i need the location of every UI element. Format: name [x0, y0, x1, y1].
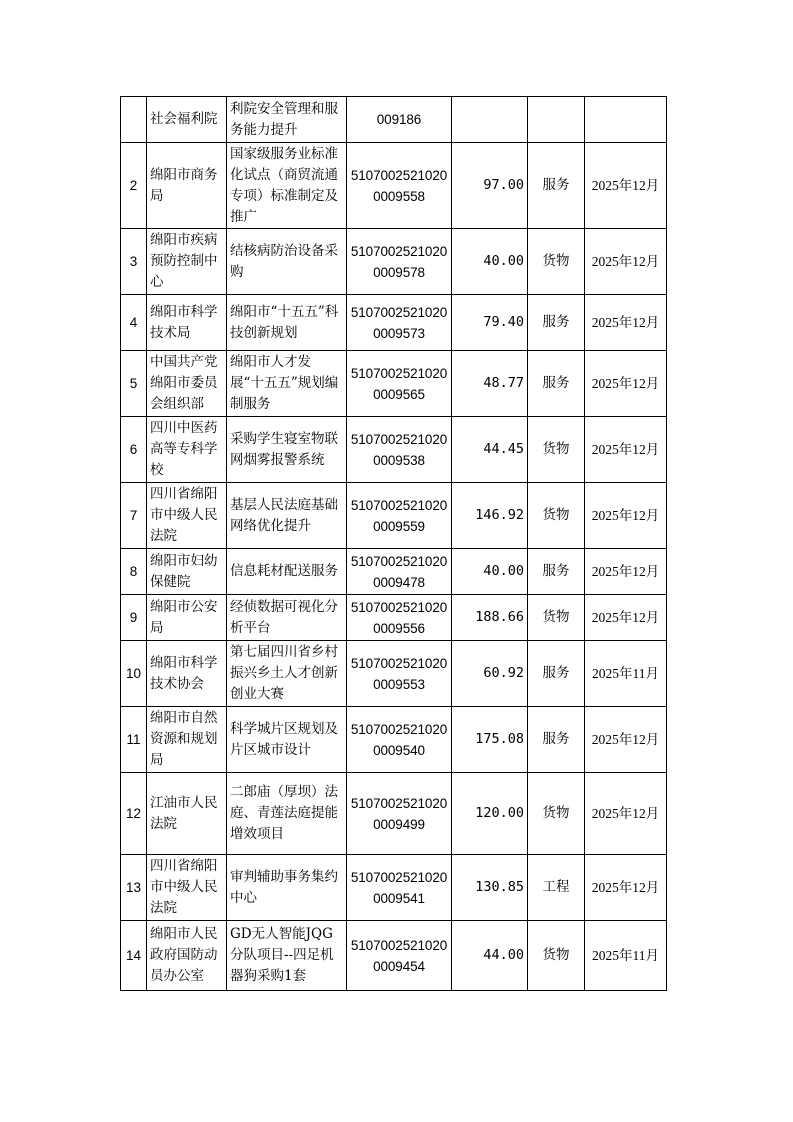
table-row — [121, 707, 667, 773]
row-index: 13 — [121, 855, 147, 921]
row-index: 4 — [121, 295, 147, 351]
table-row — [121, 921, 667, 991]
procurement-table — [120, 96, 667, 991]
planned-date: 2025年12月 — [585, 417, 667, 483]
row-index: 12 — [121, 773, 147, 855]
project-name: 二郎庙（厚坝）法庭、青莲法庭提能增效项目 — [227, 773, 347, 855]
purchasing-unit: 绵阳市科学技术协会 — [147, 641, 227, 707]
budget-amount: 120.00 — [452, 773, 528, 855]
table-row — [121, 229, 667, 295]
project-name: 利院安全管理和服务能力提升 — [227, 97, 347, 143]
table-row — [121, 773, 667, 855]
plan-code: 51070025210200009499 — [347, 773, 452, 855]
plan-code: 51070025210200009559 — [347, 483, 452, 549]
budget-amount: 175.08 — [452, 707, 528, 773]
procurement-type: 货物 — [528, 483, 585, 549]
table-body — [121, 97, 667, 991]
table-row — [121, 595, 667, 641]
project-name: 结核病防治设备采购 — [227, 229, 347, 295]
procurement-type: 服务 — [528, 351, 585, 417]
plan-code: 51070025210200009556 — [347, 595, 452, 641]
procurement-type: 服务 — [528, 549, 585, 595]
procurement-type: 货物 — [528, 921, 585, 991]
budget-amount: 188.66 — [452, 595, 528, 641]
purchasing-unit: 四川省绵阳市中级人民法院 — [147, 855, 227, 921]
row-index: 14 — [121, 921, 147, 991]
project-name: 第七届四川省乡村振兴乡土人才创新创业大赛 — [227, 641, 347, 707]
procurement-type — [528, 97, 585, 143]
row-index: 6 — [121, 417, 147, 483]
plan-code: 51070025210200009558 — [347, 143, 452, 229]
table-row — [121, 483, 667, 549]
purchasing-unit: 绵阳市商务局 — [147, 143, 227, 229]
project-name: GD无人智能JQG分队项目--四足机器狗采购1套 — [227, 921, 347, 991]
row-index: 7 — [121, 483, 147, 549]
procurement-type: 货物 — [528, 595, 585, 641]
row-index: 3 — [121, 229, 147, 295]
row-index: 11 — [121, 707, 147, 773]
planned-date — [585, 97, 667, 143]
planned-date: 2025年12月 — [585, 707, 667, 773]
budget-amount: 44.45 — [452, 417, 528, 483]
budget-amount: 97.00 — [452, 143, 528, 229]
row-index — [121, 97, 147, 143]
project-name: 绵阳市人才发展“十五五”规划编制服务 — [227, 351, 347, 417]
purchasing-unit: 江油市人民法院 — [147, 773, 227, 855]
project-name: 基层人民法庭基础网络优化提升 — [227, 483, 347, 549]
purchasing-unit: 四川省绵阳市中级人民法院 — [147, 483, 227, 549]
planned-date: 2025年11月 — [585, 641, 667, 707]
purchasing-unit: 绵阳市人民政府国防动员办公室 — [147, 921, 227, 991]
project-name: 信息耗材配送服务 — [227, 549, 347, 595]
table-row — [121, 351, 667, 417]
project-name: 审判辅助事务集约中心 — [227, 855, 347, 921]
procurement-type: 工程 — [528, 855, 585, 921]
table-row — [121, 295, 667, 351]
purchasing-unit: 绵阳市公安局 — [147, 595, 227, 641]
project-name: 国家级服务业标准化试点（商贸流通专项）标准制定及推广 — [227, 143, 347, 229]
row-index: 2 — [121, 143, 147, 229]
purchasing-unit: 绵阳市疾病预防控制中心 — [147, 229, 227, 295]
budget-amount: 79.40 — [452, 295, 528, 351]
budget-amount: 44.00 — [452, 921, 528, 991]
table-row — [121, 97, 667, 143]
purchasing-unit: 绵阳市科学技术局 — [147, 295, 227, 351]
row-index: 10 — [121, 641, 147, 707]
plan-code: 009186 — [347, 97, 452, 143]
table-row — [121, 855, 667, 921]
budget-amount: 40.00 — [452, 549, 528, 595]
procurement-type: 货物 — [528, 417, 585, 483]
procurement-type: 服务 — [528, 295, 585, 351]
plan-code: 51070025210200009541 — [347, 855, 452, 921]
purchasing-unit: 社会福利院 — [147, 97, 227, 143]
project-name: 采购学生寝室物联网烟雾报警系统 — [227, 417, 347, 483]
plan-code: 51070025210200009540 — [347, 707, 452, 773]
planned-date: 2025年12月 — [585, 351, 667, 417]
row-index: 5 — [121, 351, 147, 417]
budget-amount: 48.77 — [452, 351, 528, 417]
budget-amount: 40.00 — [452, 229, 528, 295]
planned-date: 2025年12月 — [585, 229, 667, 295]
planned-date: 2025年12月 — [585, 855, 667, 921]
procurement-type: 服务 — [528, 641, 585, 707]
purchasing-unit: 中国共产党绵阳市委员会组织部 — [147, 351, 227, 417]
planned-date: 2025年12月 — [585, 773, 667, 855]
row-index: 8 — [121, 549, 147, 595]
procurement-type: 服务 — [528, 707, 585, 773]
project-name: 科学城片区规划及片区城市设计 — [227, 707, 347, 773]
planned-date: 2025年12月 — [585, 595, 667, 641]
planned-date: 2025年12月 — [585, 549, 667, 595]
project-name: 绵阳市“十五五”科技创新规划 — [227, 295, 347, 351]
plan-code: 51070025210200009565 — [347, 351, 452, 417]
budget-amount — [452, 97, 528, 143]
table-row — [121, 143, 667, 229]
table-row — [121, 417, 667, 483]
planned-date: 2025年12月 — [585, 295, 667, 351]
planned-date: 2025年12月 — [585, 143, 667, 229]
plan-code: 51070025210200009573 — [347, 295, 452, 351]
plan-code: 51070025210200009538 — [347, 417, 452, 483]
table-row — [121, 641, 667, 707]
budget-amount: 146.92 — [452, 483, 528, 549]
plan-code: 51070025210200009454 — [347, 921, 452, 991]
budget-amount: 130.85 — [452, 855, 528, 921]
project-name: 经侦数据可视化分析平台 — [227, 595, 347, 641]
plan-code: 51070025210200009553 — [347, 641, 452, 707]
purchasing-unit: 绵阳市妇幼保健院 — [147, 549, 227, 595]
purchasing-unit: 绵阳市自然资源和规划局 — [147, 707, 227, 773]
planned-date: 2025年12月 — [585, 483, 667, 549]
plan-code: 51070025210200009478 — [347, 549, 452, 595]
purchasing-unit: 四川中医药高等专科学校 — [147, 417, 227, 483]
table-row — [121, 549, 667, 595]
procurement-type: 服务 — [528, 143, 585, 229]
budget-amount: 60.92 — [452, 641, 528, 707]
row-index: 9 — [121, 595, 147, 641]
procurement-type: 货物 — [528, 773, 585, 855]
procurement-type: 货物 — [528, 229, 585, 295]
planned-date: 2025年11月 — [585, 921, 667, 991]
plan-code: 51070025210200009578 — [347, 229, 452, 295]
